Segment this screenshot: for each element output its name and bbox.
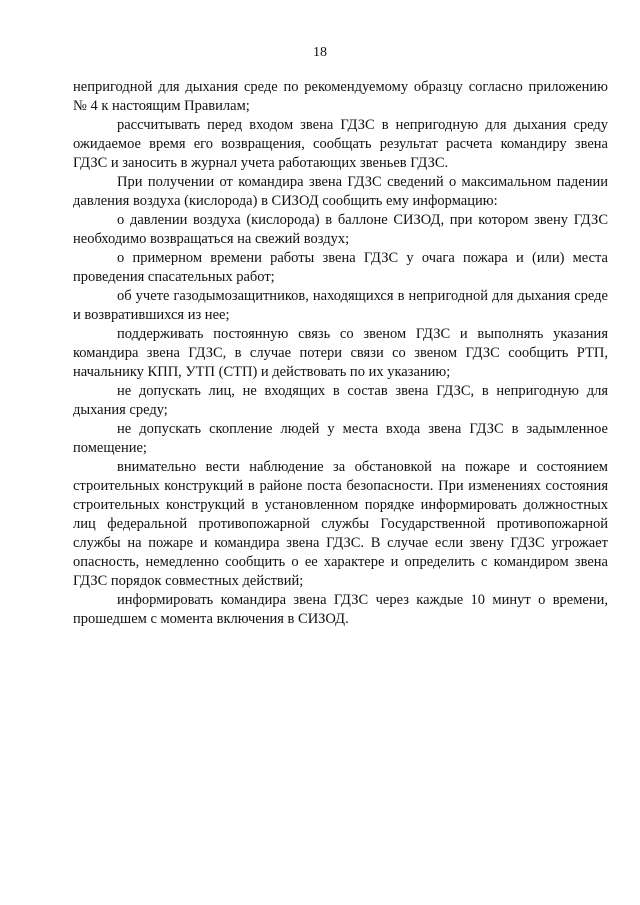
paragraph: поддерживать постоянную связь со звеном ГДЗС и выполнять указания командира звена ГДЗС, в случае потери связи со звеном ГДЗС сообщить РТП, начальнику КПП, УТП (СТП) и действовать по их указанию; bbox=[73, 326, 608, 380]
paragraph: При получении от командира звена ГДЗС сведений о максимальном падении давления воздуха (кислорода) в СИЗОД сообщить ему информацию: bbox=[73, 174, 608, 209]
paragraph: об учете газодымозащитников, находящихся в непригодной для дыхания среде и возвратившихся из нее; bbox=[73, 288, 608, 323]
page-number: 18 bbox=[313, 45, 327, 60]
paragraph: непригодной для дыхания среде по рекомендуемому образцу согласно приложению № 4 к настоящим Правилам; bbox=[73, 79, 608, 114]
paragraph: о примерном времени работы звена ГДЗС у очага пожара и (или) места проведения спасательных работ; bbox=[73, 250, 608, 285]
paragraph: внимательно вести наблюдение за обстановкой на пожаре и состоянием строительных конструкций в районе поста безопасности. При изменениях состояния строительных конструкций в установленном порядке информировать должностных лиц федеральной противопожарной службы Государственной противопожарной службы на пожаре и командира звена ГДЗС. В случае если звену ГДЗС угрожает опасность, немедленно сообщить о ее характере и определить с командиром звена ГДЗС порядок совместных действий; bbox=[73, 459, 608, 589]
body-text bbox=[73, 78, 608, 629]
paragraph: о давлении воздуха (кислорода) в баллоне СИЗОД, при котором звену ГДЗС необходимо возвращаться на свежий воздух; bbox=[73, 212, 608, 247]
paragraph: рассчитывать перед входом звена ГДЗС в непригодную для дыхания среду ожидаемое время его возвращения, сообщать результат расчета командиру звена ГДЗС и заносить в журнал учета работающих звеньев ГДЗС. bbox=[73, 117, 608, 171]
paragraph: не допускать лиц, не входящих в состав звена ГДЗС, в непригодную для дыхания среду; bbox=[73, 383, 608, 418]
paragraph: не допускать скопление людей у места входа звена ГДЗС в задымленное помещение; bbox=[73, 421, 608, 456]
paragraph: информировать командира звена ГДЗС через каждые 10 минут о времени, прошедшем с момента включения в СИЗОД. bbox=[73, 592, 608, 627]
